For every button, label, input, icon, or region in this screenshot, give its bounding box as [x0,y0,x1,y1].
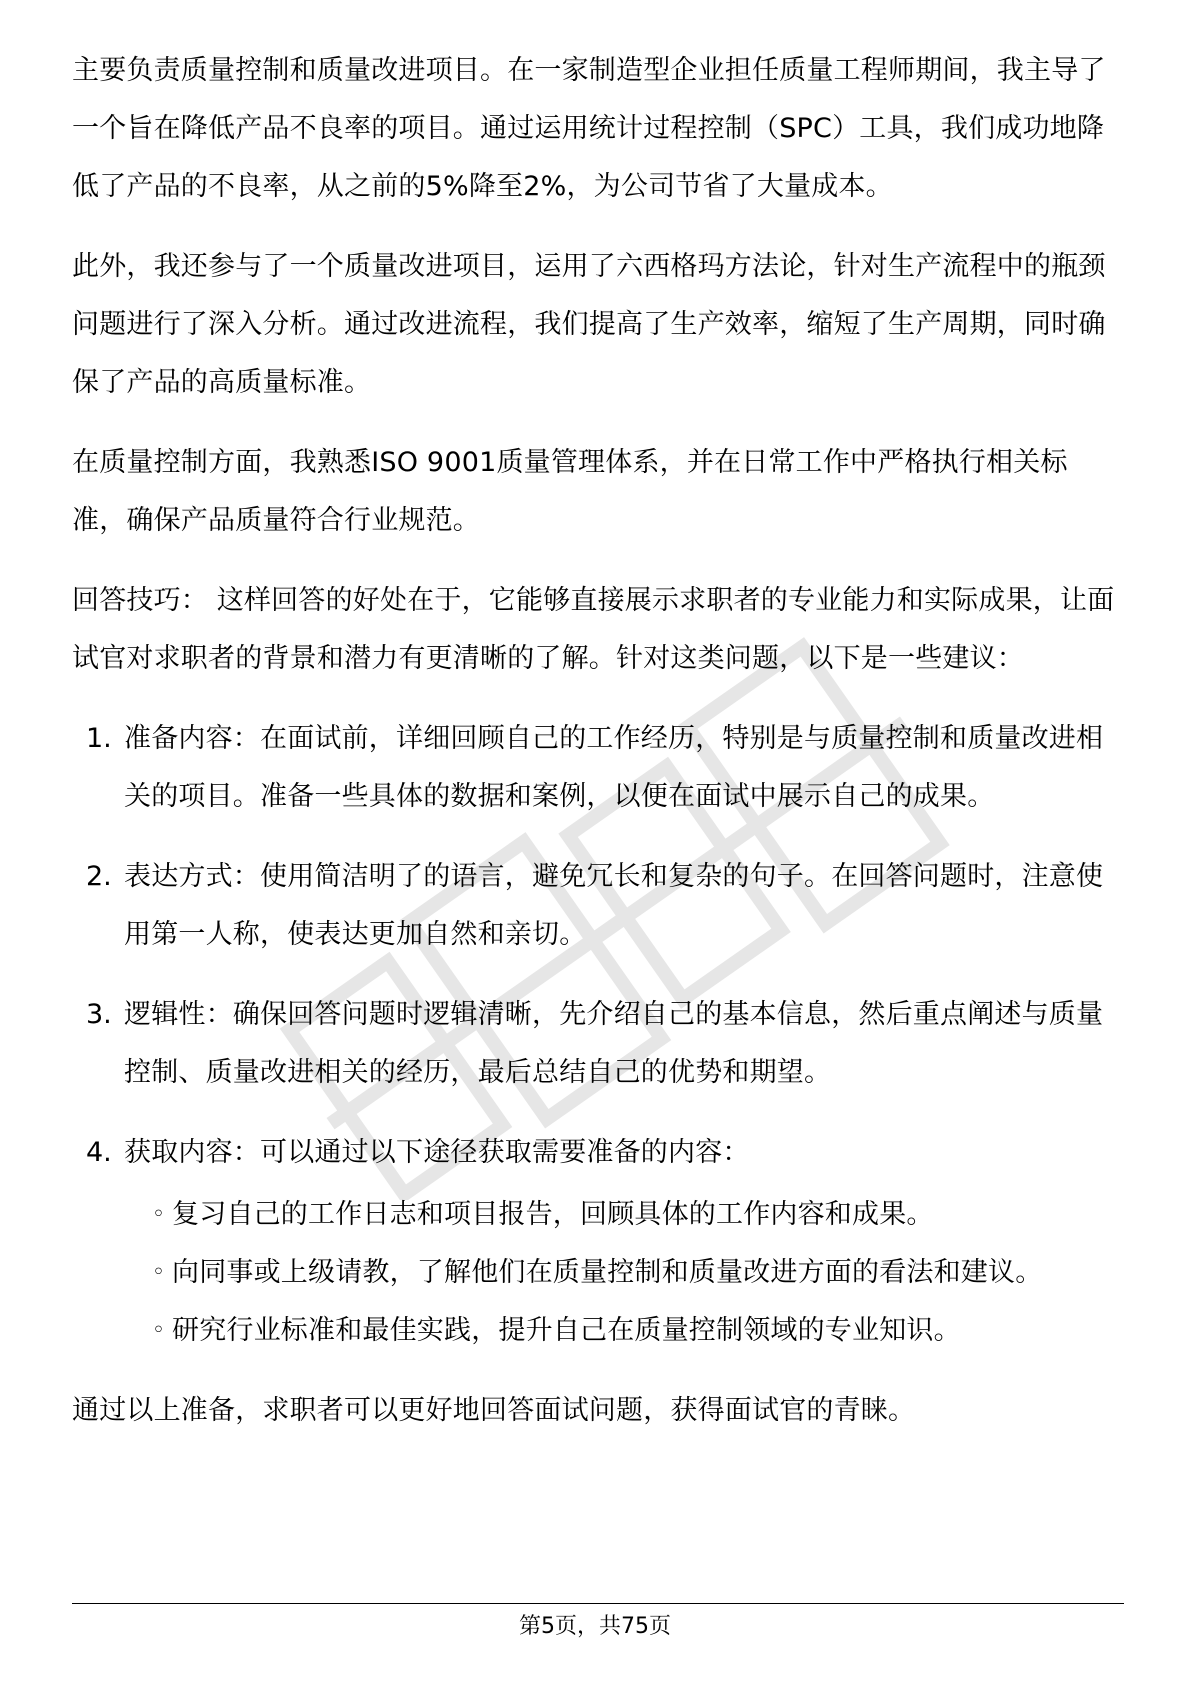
list-number: 4. [86,1137,112,1168]
list-number: 2. [86,861,112,892]
bullet-icon: ◦ [152,1202,165,1227]
sub-list-item-text: 向同事或上级请教，了解他们在质量控制和质量改进方面的看法和建议。 [172,1257,1043,1288]
sub-list-item [124,1186,1122,1244]
list-item-text: 获取内容：可以通过以下途径获取需要准备的内容： [124,1137,750,1168]
tips-list [72,710,1122,1360]
page-number: 第5页，共75页 [519,1614,671,1639]
list-item-text: 逻辑性：确保回答问题时逻辑清晰，先介绍自己的基本信息，然后重点阐述与质量控制、质量改进相关的经历，最后总结自己的优势和期望。 [124,999,1104,1088]
paragraph-tips: 回答技巧： 这样回答的好处在于，它能够直接展示求职者的专业能力和实际成果，让面试官对求职者的背景和潜力有更清晰的了解。针对这类问题，以下是一些建议： [72,585,1115,674]
sub-list-item-text: 研究行业标准和最佳实践，提升自己在质量控制领域的专业知识。 [172,1315,961,1346]
list-number: 1. [86,723,112,754]
bullet-icon: ◦ [152,1318,165,1343]
list-item-text: 准备内容：在面试前，详细回顾自己的工作经历，特别是与质量控制和质量改进相关的项目。准备一些具体的数据和案例，以便在面试中展示自己的成果。 [124,723,1104,812]
list-number: 3. [86,999,112,1030]
document-body [72,42,1122,1440]
paragraph-experience: 主要负责质量控制和质量改进项目。在一家制造型企业担任质量工程师期间，我主导了一个旨在降低产品不良率的项目。通过运用统计过程控制（SPC）工具，我们成功地降低了产品的不良率，从之前的5%降至2%，为公司节省了大量成本。 [72,55,1106,202]
list-item-text: 表达方式：使用简洁明了的语言，避免冗长和复杂的句子。在回答问题时，注意使用第一人称，使表达更加自然和亲切。 [124,861,1104,950]
footer-divider [72,1603,1124,1604]
list-item [72,1124,1122,1360]
closing-paragraph: 通过以上准备，求职者可以更好地回答面试问题，获得面试官的青睐。 [72,1395,916,1426]
bullet-icon: ◦ [152,1260,165,1285]
list-item [72,986,1122,1102]
sub-list-item [124,1302,1122,1360]
sub-list-item [124,1244,1122,1302]
list-item [72,848,1122,964]
paragraph-iso: 在质量控制方面，我熟悉ISO 9001质量管理体系，并在日常工作中严格执行相关标准，确保产品质量符合行业规范。 [72,447,1068,536]
sub-list-item-text: 复习自己的工作日志和项目报告，回顾具体的工作内容和成果。 [172,1199,934,1230]
list-item [72,710,1122,826]
paragraph-six-sigma: 此外，我还参与了一个质量改进项目，运用了六西格玛方法论，针对生产流程中的瓶颈问题进行了深入分析。通过改进流程，我们提高了生产效率，缩短了生产周期，同时确保了产品的高质量标准。 [72,251,1106,398]
sub-list [124,1186,1122,1360]
